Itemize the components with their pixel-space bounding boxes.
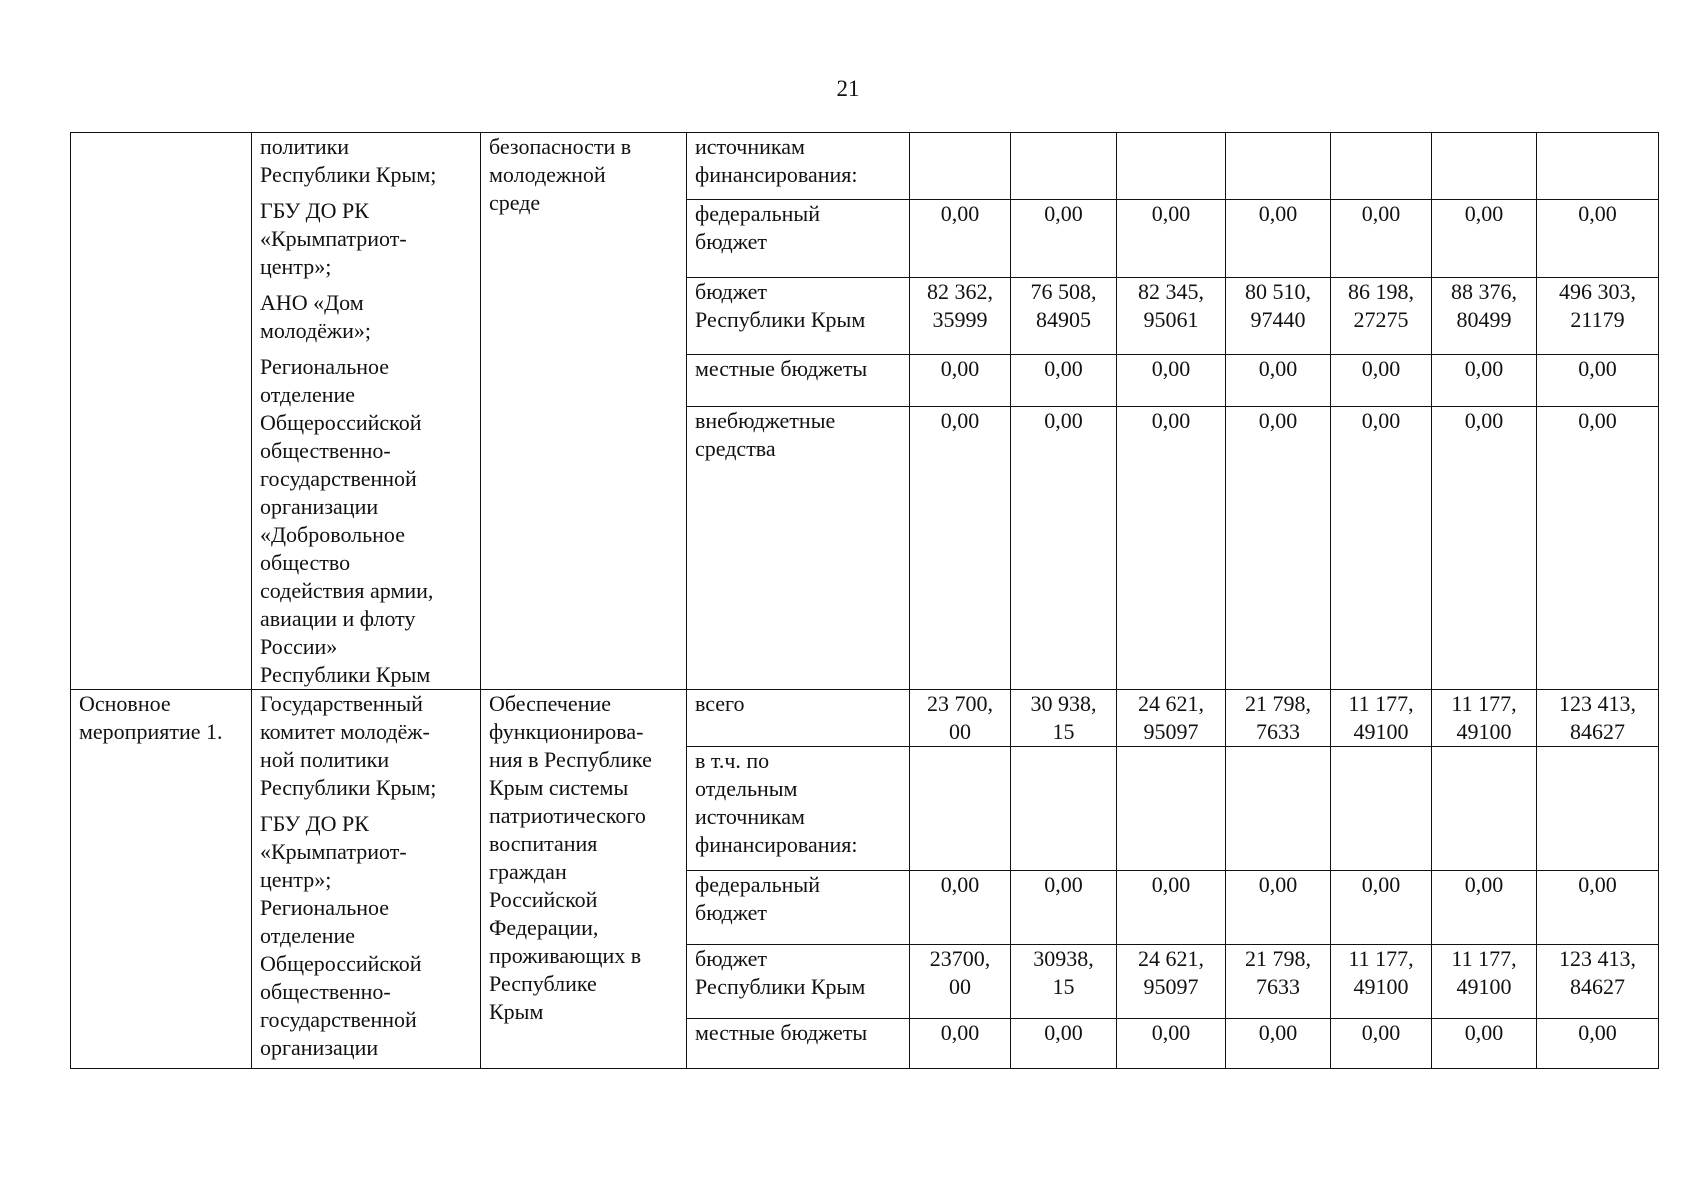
value-text: 84905	[1036, 307, 1091, 333]
value-text: 0,00	[1151, 408, 1191, 434]
value-cell	[910, 278, 1011, 355]
value-cell	[1226, 945, 1331, 1019]
value-cell	[1432, 1019, 1537, 1069]
event-name: мероприятие 1.	[79, 719, 223, 744]
value-text: 0,00	[1464, 356, 1504, 382]
value-text: 0,00	[1044, 200, 1083, 226]
value-text: 00	[949, 974, 971, 999]
funding-source-text: в т.ч. по	[695, 748, 770, 773]
value-text: 0,00	[1361, 408, 1401, 434]
executor-text: ГБУ ДО РК	[260, 811, 369, 836]
value-cell	[1011, 199, 1117, 278]
executor-text: Общероссийской	[260, 410, 422, 435]
value-text: 0,00	[940, 872, 980, 897]
value-cell	[1011, 1019, 1117, 1069]
goal-text: Обеспечение	[489, 691, 611, 716]
executor-text: «Крымпатриот-	[260, 226, 407, 251]
value-cell	[1537, 355, 1659, 407]
value-cell	[1537, 945, 1659, 1019]
goal-text: Крым	[489, 999, 544, 1024]
executor-text: ной политики	[260, 747, 390, 772]
funding-table	[70, 132, 1659, 1069]
value-text: 24 621,	[1138, 946, 1204, 971]
value-cell	[1432, 133, 1537, 200]
value-cell	[910, 871, 1011, 945]
executor-text: общественно-	[260, 979, 391, 1004]
executor-text: Региональное	[260, 354, 390, 379]
value-text: 0,00	[1361, 356, 1401, 382]
executor-text: Общероссийской	[260, 951, 422, 976]
value-text: 84627	[1570, 719, 1625, 744]
funding-source-text: местные бюджеты	[695, 1020, 868, 1045]
value-cell	[1226, 199, 1331, 278]
value-text: 21 798,	[1245, 691, 1311, 716]
value-text: 24 621,	[1138, 691, 1204, 716]
funding-source-cell	[687, 133, 910, 200]
value-text: 7633	[1256, 974, 1300, 999]
value-text: 0,00	[1361, 872, 1401, 897]
section-b-goal-cell	[481, 690, 687, 1069]
value-cell	[1331, 690, 1432, 747]
value-text: 0,00	[1258, 408, 1298, 434]
value-text: 0,00	[1044, 872, 1083, 897]
value-cell	[1331, 747, 1432, 871]
funding-source-text: источникам	[695, 134, 805, 159]
funding-source-text: бюджет	[695, 228, 767, 254]
goal-text: безопасности в	[489, 134, 632, 159]
value-text: 49100	[1353, 974, 1409, 999]
value-text: 0,00	[1044, 1020, 1083, 1045]
value-cell	[1117, 945, 1226, 1019]
value-cell	[1432, 871, 1537, 945]
executor-text: отделение	[260, 923, 356, 948]
value-text: 88 376,	[1451, 279, 1517, 305]
value-cell	[1432, 407, 1537, 690]
value-text: 84627	[1570, 974, 1625, 999]
funding-source-text: бюджет	[695, 946, 767, 971]
value-text: 0,00	[1258, 356, 1298, 382]
section-a-goal-cell	[481, 133, 687, 690]
goal-text: патриотического	[489, 803, 646, 828]
value-cell	[1331, 945, 1432, 1019]
executor-text: содействия армии,	[260, 578, 434, 603]
value-text: 86 198,	[1348, 279, 1414, 305]
paragraph-gap	[260, 345, 472, 353]
value-text: 7633	[1256, 719, 1300, 744]
value-cell	[1432, 199, 1537, 278]
value-cell	[1117, 278, 1226, 355]
value-text: 0,00	[1578, 200, 1617, 226]
funding-source-text: источникам	[695, 804, 805, 829]
section-a-executors-cell	[252, 133, 481, 690]
executor-text: общественно-	[260, 438, 391, 463]
value-text: 49100	[1456, 719, 1512, 744]
funding-source-cell	[687, 199, 910, 278]
value-text: 0,00	[1044, 356, 1083, 382]
executor-text: молодёжи»;	[260, 318, 372, 343]
funding-source-cell	[687, 355, 910, 407]
executor-text: политики	[260, 134, 350, 159]
value-cell	[1226, 133, 1331, 200]
value-cell	[910, 690, 1011, 747]
value-text: 95097	[1143, 719, 1199, 744]
funding-source-text: внебюджетные	[695, 408, 836, 434]
funding-source-text: Республики Крым	[695, 307, 866, 333]
executor-text: Государственный	[260, 691, 423, 716]
value-text: 21179	[1570, 307, 1625, 333]
value-cell	[1537, 1019, 1659, 1069]
goal-text: Российской	[489, 887, 598, 912]
value-cell	[1011, 747, 1117, 871]
value-cell	[1117, 199, 1226, 278]
value-cell	[1117, 690, 1226, 747]
page-number: 21	[836, 76, 860, 101]
value-cell	[1011, 355, 1117, 407]
value-text: 80499	[1456, 307, 1512, 333]
value-text: 0,00	[940, 356, 980, 382]
value-text: 0,00	[1258, 1020, 1298, 1045]
executor-text: Региональное	[260, 895, 390, 920]
value-text: 0,00	[1464, 1020, 1504, 1045]
value-cell	[1432, 355, 1537, 407]
value-text: 11 177,	[1451, 946, 1517, 971]
value-text: 0,00	[1044, 408, 1083, 434]
value-text: 0,00	[1258, 872, 1298, 897]
executor-text: «Добровольное	[260, 522, 405, 547]
value-cell	[1432, 278, 1537, 355]
funding-source-text: Республики Крым	[695, 974, 866, 999]
value-cell	[1537, 278, 1659, 355]
value-cell	[910, 747, 1011, 871]
value-cell	[1537, 747, 1659, 871]
value-text: 21 798,	[1245, 946, 1311, 971]
value-cell	[1331, 407, 1432, 690]
value-text: 11 177,	[1451, 691, 1517, 716]
value-text: 30938,	[1033, 946, 1094, 971]
value-cell	[910, 407, 1011, 690]
executor-text: общество	[260, 550, 351, 575]
funding-source-text: средства	[695, 436, 776, 462]
value-text: 0,00	[1578, 356, 1617, 382]
paragraph-gap	[260, 802, 472, 810]
value-cell	[1331, 199, 1432, 278]
paragraph-gap	[260, 281, 472, 289]
value-cell	[1226, 407, 1331, 690]
value-cell	[1011, 871, 1117, 945]
value-text: 23700,	[929, 946, 991, 971]
value-cell	[1117, 747, 1226, 871]
value-cell	[1226, 278, 1331, 355]
value-cell	[1011, 407, 1117, 690]
value-text: 0,00	[940, 408, 980, 434]
executor-text: организации	[260, 494, 379, 519]
value-text: 0,00	[1258, 200, 1298, 226]
funding-source-text: федеральный	[695, 200, 820, 226]
executor-text: государственной	[260, 466, 417, 491]
value-cell	[1226, 747, 1331, 871]
value-text: 11 177,	[1348, 691, 1414, 716]
executor-text: авиации и флоту	[260, 606, 416, 631]
funding-source-cell	[687, 1019, 910, 1069]
value-cell	[1226, 871, 1331, 945]
funding-source-cell	[687, 871, 910, 945]
value-cell	[1331, 871, 1432, 945]
goal-text: среде	[489, 190, 541, 215]
value-text: 76 508,	[1030, 279, 1097, 305]
value-text: 0,00	[1361, 1020, 1401, 1045]
funding-source-cell	[687, 690, 910, 747]
executor-text: России»	[260, 634, 338, 659]
table-body	[71, 133, 1659, 1069]
executor-text: «Крымпатриот-	[260, 839, 407, 864]
value-text: 0,00	[1464, 200, 1504, 226]
value-cell	[1331, 278, 1432, 355]
value-text: 0,00	[940, 200, 980, 226]
value-text: 82 362,	[927, 279, 993, 305]
value-cell	[1117, 133, 1226, 200]
executor-text: центр»;	[260, 867, 332, 892]
value-text: 0,00	[1578, 408, 1617, 434]
value-cell	[1331, 355, 1432, 407]
funding-source-text: отдельным	[695, 776, 798, 801]
paragraph-gap	[260, 189, 472, 197]
funding-source-cell	[687, 747, 910, 871]
value-cell	[1331, 1019, 1432, 1069]
value-text: 30 938,	[1030, 691, 1097, 716]
value-text: 0,00	[1151, 872, 1191, 897]
executor-text: организации	[260, 1035, 379, 1060]
executor-text: АНО «Дом	[260, 290, 364, 315]
funding-source-cell	[687, 278, 910, 355]
value-text: 15	[1052, 974, 1075, 999]
goal-text: Крым системы	[489, 775, 629, 800]
value-text: 123 413,	[1559, 946, 1636, 971]
value-text: 00	[949, 719, 971, 744]
value-cell	[1117, 871, 1226, 945]
value-text: 123 413,	[1559, 691, 1636, 716]
funding-source-text: бюджет	[695, 279, 767, 305]
value-text: 0,00	[1151, 1020, 1191, 1045]
funding-source-text: бюджет	[695, 900, 767, 925]
funding-source-text: всего	[695, 691, 745, 716]
executor-text: Республики Крым	[260, 662, 431, 687]
value-cell	[1537, 199, 1659, 278]
value-cell	[1226, 355, 1331, 407]
executor-text: Республики Крым;	[260, 162, 437, 187]
value-cell	[1537, 133, 1659, 200]
event-name: Основное	[79, 691, 171, 716]
value-text: 95097	[1143, 974, 1199, 999]
value-text: 11 177,	[1348, 946, 1414, 971]
value-text: 0,00	[1464, 872, 1504, 897]
funding-source-cell	[687, 945, 910, 1019]
executor-text: Республики Крым;	[260, 775, 437, 800]
value-text: 95061	[1143, 307, 1199, 333]
value-text: 35999	[932, 307, 988, 333]
value-text: 0,00	[1151, 200, 1191, 226]
value-cell	[1432, 945, 1537, 1019]
section-b-row	[71, 690, 1659, 747]
value-cell	[910, 133, 1011, 200]
value-text: 49100	[1456, 974, 1512, 999]
value-cell	[1011, 945, 1117, 1019]
value-text: 15	[1052, 719, 1075, 744]
executor-text: центр»;	[260, 254, 332, 279]
value-text: 496 303,	[1559, 279, 1636, 305]
section-a-row	[71, 133, 1659, 200]
funding-source-text: финансирования:	[695, 162, 858, 187]
goal-text: Федерации,	[489, 915, 599, 940]
value-text: 0,00	[1151, 356, 1191, 382]
executor-text: ГБУ ДО РК	[260, 198, 369, 223]
value-cell	[1117, 355, 1226, 407]
value-text: 97440	[1250, 307, 1306, 333]
goal-text: граждан	[489, 859, 567, 884]
value-text: 0,00	[1464, 408, 1504, 434]
value-cell	[1011, 690, 1117, 747]
value-cell	[1331, 133, 1432, 200]
value-cell	[1011, 278, 1117, 355]
value-cell	[910, 1019, 1011, 1069]
value-text: 23 700,	[927, 691, 993, 716]
goal-text: Республике	[489, 971, 597, 996]
goal-text: ния в Республике	[489, 747, 652, 772]
value-text: 49100	[1353, 719, 1409, 744]
value-text: 0,00	[1578, 872, 1617, 897]
value-cell	[1432, 747, 1537, 871]
value-cell	[1226, 1019, 1331, 1069]
section-b-executors-cell	[252, 690, 481, 1069]
value-cell	[1226, 690, 1331, 747]
funding-source-text: местные бюджеты	[695, 356, 868, 382]
value-text: 0,00	[1361, 200, 1401, 226]
value-text: 0,00	[940, 1020, 980, 1045]
goal-text: воспитания	[489, 831, 598, 856]
value-text: 27275	[1353, 307, 1409, 333]
goal-text: функционирова-	[489, 719, 644, 744]
goal-text: проживающих в	[489, 943, 642, 968]
funding-source-cell	[687, 407, 910, 690]
executor-text: комитет молодёж-	[260, 719, 430, 744]
funding-source-text: финансирования:	[695, 832, 858, 857]
section-b-name-cell	[71, 690, 252, 1069]
value-cell	[910, 199, 1011, 278]
value-cell	[1537, 871, 1659, 945]
value-cell	[1537, 407, 1659, 690]
goal-text: молодежной	[489, 162, 606, 187]
value-cell	[910, 355, 1011, 407]
executor-text: отделение	[260, 382, 356, 407]
value-text: 80 510,	[1245, 279, 1311, 305]
executor-text: государственной	[260, 1007, 417, 1032]
value-cell	[1011, 133, 1117, 200]
value-cell	[910, 945, 1011, 1019]
value-text: 82 345,	[1138, 279, 1204, 305]
value-text: 0,00	[1578, 1020, 1617, 1045]
value-cell	[1432, 690, 1537, 747]
section-a-name-cell	[71, 133, 252, 690]
funding-source-text: федеральный	[695, 872, 820, 897]
value-cell	[1537, 690, 1659, 747]
value-cell	[1117, 1019, 1226, 1069]
value-cell	[1117, 407, 1226, 690]
